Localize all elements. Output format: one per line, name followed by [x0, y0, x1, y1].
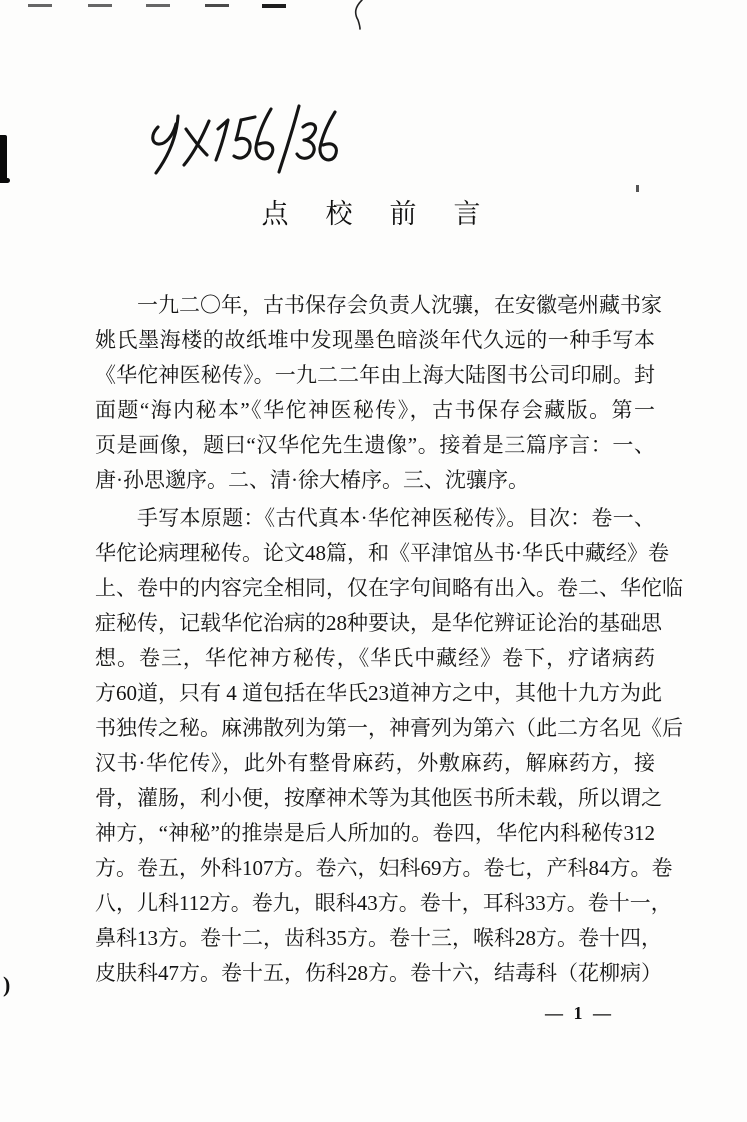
- scan-artifact-hook: [350, 0, 366, 35]
- text-line: 一九二〇年，古书保存会负责人沈骧，在安徽亳州藏书家: [137, 293, 662, 317]
- text-line: 上、卷中的内容完全相同，仅在字句间略有出入。卷二、华佗临: [95, 576, 683, 600]
- text-line: 页是画像，题曰“汉华佗先生遗像”。接着是三篇序言：一、: [95, 433, 655, 457]
- text-line: 手写本原题：《古代真本·华佗神医秘传》。目次：卷一、: [137, 506, 655, 530]
- text-line: 症秘传，记载华佗治病的28种要诀，是华佗辨证论治的基础思: [95, 611, 662, 635]
- paragraph: [95, 288, 662, 498]
- text-line: 皮肤科47方。卷十五，伤科28方。卷十六，结毒科（花柳病）: [95, 961, 662, 985]
- text-line: 想。卷三，华佗神方秘传，《华氏中藏经》卷下，疗诸病药: [95, 646, 655, 670]
- handwritten-mark: [148, 103, 360, 183]
- text-line: 书独传之秘。麻沸散列为第一，神膏列为第六（此二方名见《后: [95, 716, 683, 740]
- page-title: 点 校 前 言: [261, 199, 486, 229]
- scan-artifact-dash: [262, 4, 286, 8]
- page-number: — 1 —: [545, 1003, 614, 1023]
- body-text: [95, 288, 683, 991]
- text-line: 汉书·华佗传》，此外有整骨麻药，外敷麻药，解麻药方，接: [95, 751, 655, 775]
- text-line: 鼻科13方。卷十二，齿科35方。卷十三，喉科28方。卷十四，: [95, 926, 662, 950]
- text-line: 神方，“神秘”的推崇是后人所加的。卷四，华佗内科秘传312: [95, 821, 655, 845]
- scan-artifact-dash: [28, 4, 52, 7]
- scan-artifact-paren: ): [3, 972, 11, 997]
- paragraph: [95, 501, 683, 991]
- scan-artifact-blob: [0, 135, 7, 180]
- text-line: 面题“海内秘本”《华佗神医秘传》，古书保存会藏版。第一: [95, 398, 655, 422]
- scan-artifact-dash: [146, 4, 170, 7]
- scan-artifact-dash: [88, 4, 112, 7]
- text-line: 《华佗神医秘传》。一九二二年由上海大陆图书公司印刷。封: [95, 363, 655, 387]
- scan-artifact-dash: [205, 4, 229, 7]
- text-line: 方。卷五，外科107方。卷六，妇科69方。卷七，产科84方。卷: [95, 856, 673, 880]
- text-line: 八，儿科112方。卷九，眼科43方。卷十，耳科33方。卷十一，: [95, 891, 672, 915]
- text-line: 唐·孙思邈序。二、清·徐大椿序。三、沈骧序。: [95, 468, 529, 492]
- scan-artifact-speck: [636, 185, 639, 192]
- text-line: 华佗论病理秘传。论文48篇，和《平津馆丛书·华氏中藏经》卷: [95, 541, 669, 565]
- text-line: 方60道，只有 4 道包括在华氏23道神方之中，其他十九方为此: [95, 681, 662, 705]
- text-line: 骨，灌肠，利小便，按摩神术等为其他医书所未载，所以谓之: [95, 786, 662, 810]
- text-line: 姚氏墨海楼的故纸堆中发现墨色暗淡年代久远的一种手写本: [95, 328, 655, 352]
